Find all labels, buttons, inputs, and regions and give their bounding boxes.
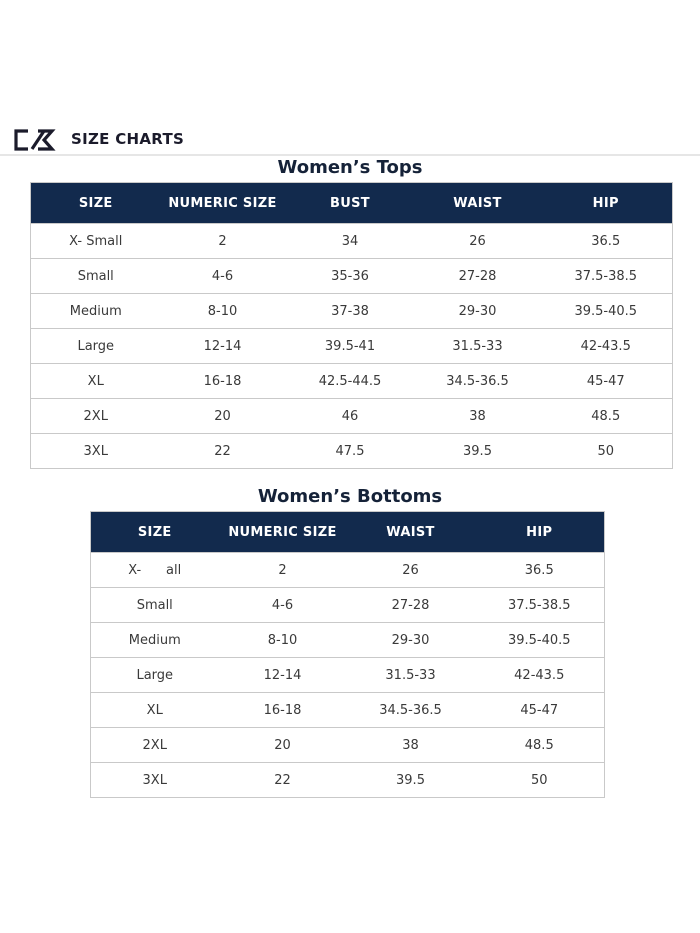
table-cell: 27-28 xyxy=(416,259,540,294)
table-cell: Small xyxy=(91,588,219,623)
table-row xyxy=(91,588,605,623)
table-cell: Medium xyxy=(31,294,161,329)
bottoms-header-row xyxy=(91,512,605,553)
table-cell: 4-6 xyxy=(219,588,347,623)
tops-title: Women’s Tops xyxy=(277,157,423,178)
bottoms-column-header: SIZE xyxy=(91,512,219,553)
table-cell: Large xyxy=(31,329,161,364)
table-row xyxy=(91,763,605,798)
table-cell: 39.5 xyxy=(416,434,540,469)
table-cell: 34.5-36.5 xyxy=(416,364,540,399)
table-cell: 3XL xyxy=(31,434,161,469)
table-cell: 26 xyxy=(347,553,475,588)
table-cell: X- all xyxy=(91,553,219,588)
table-cell: 8-10 xyxy=(161,294,285,329)
table-cell: 42-43.5 xyxy=(475,658,605,693)
table-cell: 42.5-44.5 xyxy=(285,364,416,399)
table-cell: 35-36 xyxy=(285,259,416,294)
table-cell: 27-28 xyxy=(347,588,475,623)
table-cell: 42-43.5 xyxy=(540,329,673,364)
bottoms-size-table xyxy=(90,511,605,798)
table-cell: 31.5-33 xyxy=(347,658,475,693)
tops-column-header: WAIST xyxy=(416,183,540,224)
table-cell: 39.5 xyxy=(347,763,475,798)
table-row xyxy=(31,294,673,329)
table-cell: 48.5 xyxy=(540,399,673,434)
table-cell: 16-18 xyxy=(161,364,285,399)
table-cell: 20 xyxy=(161,399,285,434)
page-header xyxy=(0,128,700,156)
table-row xyxy=(91,553,605,588)
table-cell: 4-6 xyxy=(161,259,285,294)
table-cell: 29-30 xyxy=(347,623,475,658)
table-cell: 22 xyxy=(219,763,347,798)
tops-column-header: NUMERIC SIZE xyxy=(161,183,285,224)
table-cell: 2 xyxy=(161,224,285,259)
table-cell: 50 xyxy=(540,434,673,469)
table-row xyxy=(31,434,673,469)
bottoms-column-header: WAIST xyxy=(347,512,475,553)
brand-logo-icon xyxy=(14,128,56,152)
table-cell: 2XL xyxy=(31,399,161,434)
table-cell: 39.5-40.5 xyxy=(475,623,605,658)
table-cell: 37.5-38.5 xyxy=(475,588,605,623)
tops-header-row xyxy=(31,183,673,224)
table-cell: 37.5-38.5 xyxy=(540,259,673,294)
table-cell: 16-18 xyxy=(219,693,347,728)
table-cell: 2 xyxy=(219,553,347,588)
bottoms-column-header: HIP xyxy=(475,512,605,553)
table-cell: 47.5 xyxy=(285,434,416,469)
table-cell: 22 xyxy=(161,434,285,469)
table-cell: 12-14 xyxy=(161,329,285,364)
tops-size-table xyxy=(30,182,673,469)
table-cell: 29-30 xyxy=(416,294,540,329)
table-row xyxy=(31,224,673,259)
table-cell: 34.5-36.5 xyxy=(347,693,475,728)
table-cell: 39.5-41 xyxy=(285,329,416,364)
table-cell: 2XL xyxy=(91,728,219,763)
table-cell: 39.5-40.5 xyxy=(540,294,673,329)
header-title: SIZE CHARTS xyxy=(71,130,185,148)
tops-column-header: BUST xyxy=(285,183,416,224)
table-row xyxy=(91,623,605,658)
table-cell: 3XL xyxy=(91,763,219,798)
table-cell: Small xyxy=(31,259,161,294)
table-cell: 38 xyxy=(416,399,540,434)
tops-column-header: SIZE xyxy=(31,183,161,224)
table-cell: 20 xyxy=(219,728,347,763)
table-cell: 36.5 xyxy=(475,553,605,588)
table-cell: 37-38 xyxy=(285,294,416,329)
table-row xyxy=(31,329,673,364)
table-cell: XL xyxy=(91,693,219,728)
tops-column-header: HIP xyxy=(540,183,673,224)
bottoms-title: Women’s Bottoms xyxy=(257,486,443,507)
table-row xyxy=(31,364,673,399)
table-row xyxy=(91,728,605,763)
table-cell: 34 xyxy=(285,224,416,259)
table-cell: XL xyxy=(31,364,161,399)
table-cell: 46 xyxy=(285,399,416,434)
bottoms-column-header: NUMERIC SIZE xyxy=(219,512,347,553)
table-row xyxy=(91,693,605,728)
table-cell: Large xyxy=(91,658,219,693)
table-cell: 45-47 xyxy=(475,693,605,728)
table-cell: 45-47 xyxy=(540,364,673,399)
table-cell: 48.5 xyxy=(475,728,605,763)
table-cell: 12-14 xyxy=(219,658,347,693)
table-cell: Medium xyxy=(91,623,219,658)
table-row xyxy=(91,658,605,693)
table-row xyxy=(31,399,673,434)
table-cell: 8-10 xyxy=(219,623,347,658)
table-cell: 36.5 xyxy=(540,224,673,259)
table-row xyxy=(31,259,673,294)
table-cell: X- Small xyxy=(31,224,161,259)
table-cell: 26 xyxy=(416,224,540,259)
table-cell: 38 xyxy=(347,728,475,763)
table-cell: 31.5-33 xyxy=(416,329,540,364)
table-cell: 50 xyxy=(475,763,605,798)
